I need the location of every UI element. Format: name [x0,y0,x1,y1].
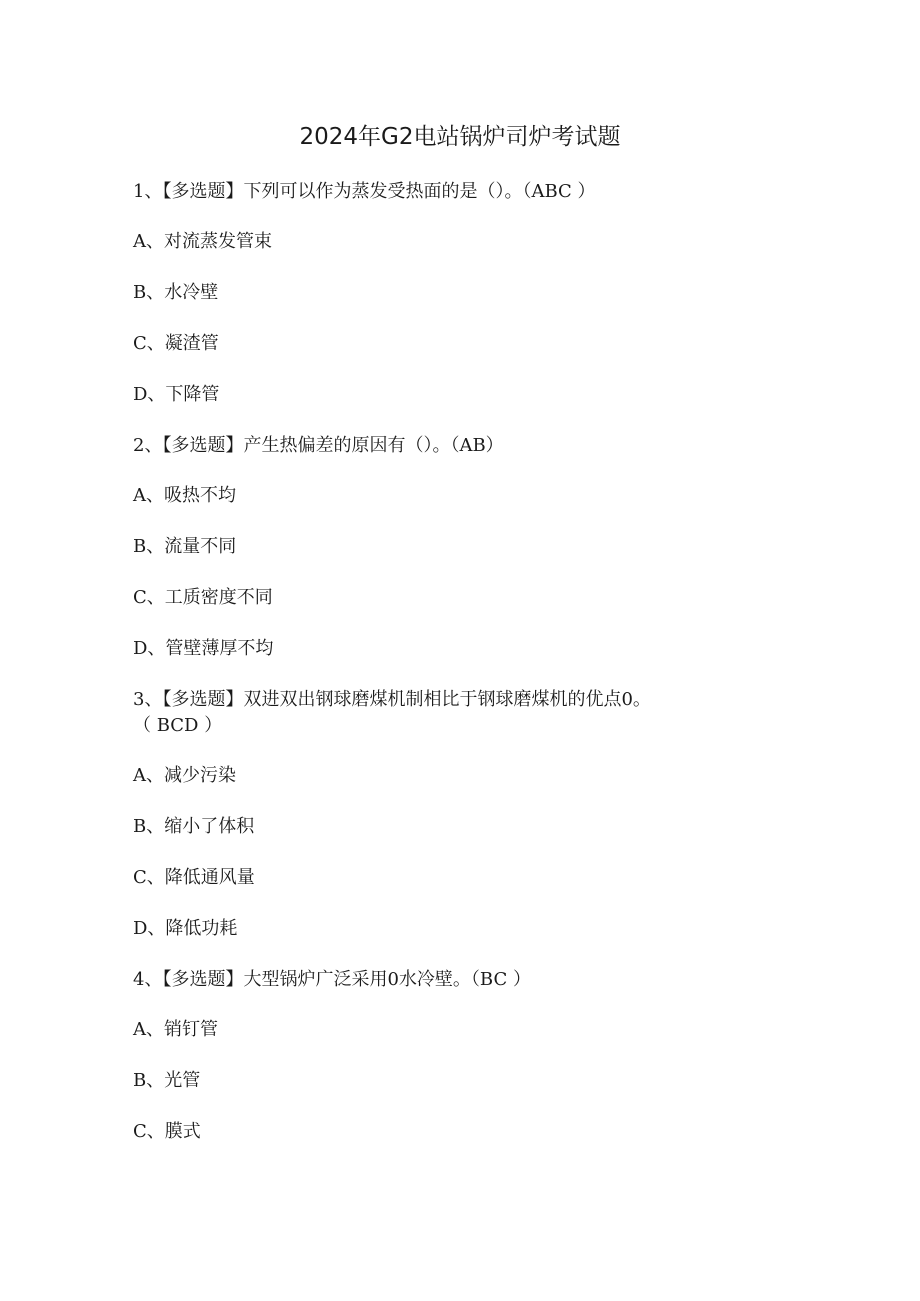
question-stem: 3、【多选题】双进双出钢球磨煤机制相比于钢球磨煤机的优点0。 [133,689,651,710]
option-d: D、管壁薄厚不均 [133,638,274,659]
option-b: B、光管 [133,1070,201,1091]
option-b: B、流量不同 [133,536,237,557]
option-a: A、对流蒸发管束 [133,231,272,252]
option-c: C、降低通风量 [133,867,255,888]
option-a: A、减少污染 [133,765,236,786]
option-a: A、销钉管 [133,1019,218,1040]
question-stem: 2、【多选题】产生热偏差的原因有（）。（AB） [133,435,504,456]
question-stem: 4、【多选题】大型锅炉广泛采用0水冷壁。（BC ） [133,969,531,990]
option-c: C、工质密度不同 [133,587,273,608]
question-answer: （ BCD ） [133,715,223,736]
question-stem: 1、【多选题】下列可以作为蒸发受热面的是（）。（ABC ） [133,181,596,202]
option-a: A、吸热不均 [133,485,236,506]
option-d: D、降低功耗 [133,918,238,939]
option-c: C、凝渣管 [133,333,219,354]
document-title: 2024年G2电站锅炉司炉考试题 [299,124,621,150]
option-b: B、水冷壁 [133,282,219,303]
option-b: B、缩小了体积 [133,816,255,837]
option-c: C、膜式 [133,1121,201,1142]
option-d: D、下降管 [133,384,220,405]
